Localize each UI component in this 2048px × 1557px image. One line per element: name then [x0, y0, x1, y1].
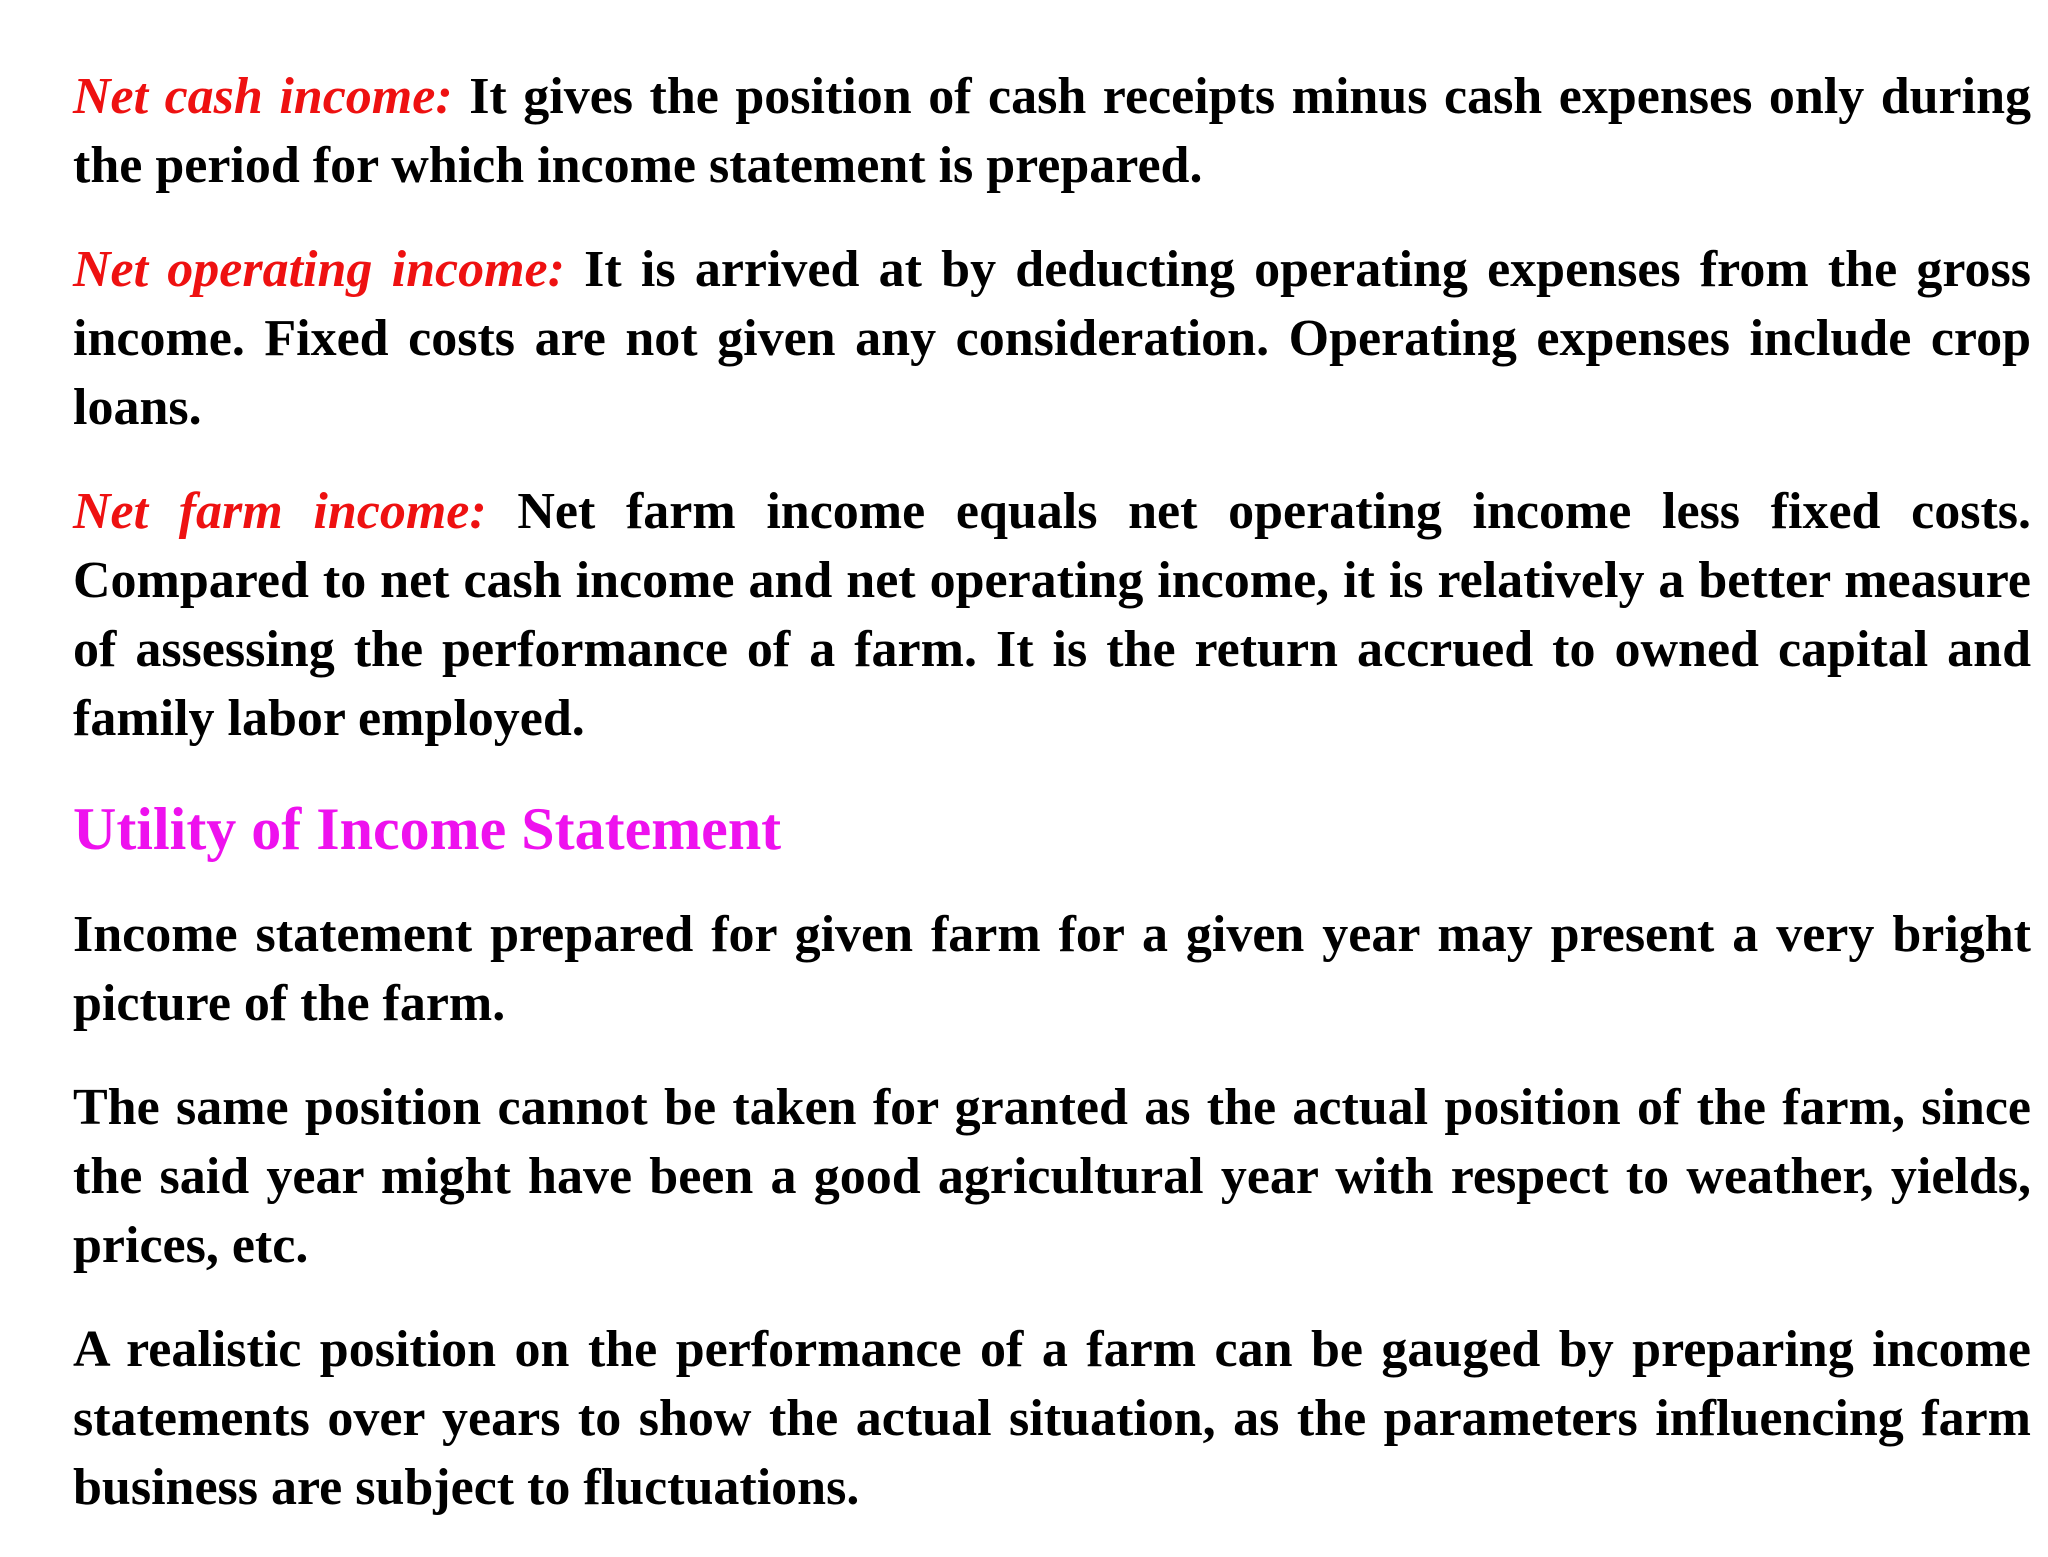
- definition-text: It gives the position of cash receipts minus cash expenses only during the period for which income statement is prepared.: [73, 68, 2032, 194]
- document-page: [73, 62, 2031, 1557]
- definition-term: Net cash income:: [73, 68, 453, 125]
- definition-term: Net operating income:: [73, 241, 565, 298]
- section-paragraph: The same position cannot be taken for granted as the actual position of the farm, since the said year might have been a good agricultural year with respect to weather, yields, prices, etc.: [73, 1079, 2031, 1274]
- section-heading: Utility of Income Statement: [73, 796, 782, 862]
- definition-text: Net farm income equals net operating income less fixed costs. Compared to net cash income and net operating income, it is relatively a better measure of assessing the performance of a farm. It is the return accrued to owned capital and family labor employed.: [73, 483, 2032, 747]
- definition-net-farm-income: [73, 477, 2031, 753]
- definition-net-operating-income: [73, 235, 2031, 442]
- definition-text: It is arrived at by deducting operating expenses from the gross income. Fixed costs are not given any consideration. Operating expenses include crop loans.: [73, 241, 2031, 436]
- section-paragraph: Income statement prepared for given farm for a given year may present a very bright picture of the farm.: [73, 906, 2031, 1032]
- definition-term: Net farm income:: [73, 483, 487, 540]
- definition-net-cash-income: [73, 62, 2031, 200]
- section-paragraph: A realistic position on the performance of a farm can be gauged by preparing income statements over years to show the actual situation, as the parameters influencing farm business are subject to fluctuations.: [73, 1321, 2031, 1516]
